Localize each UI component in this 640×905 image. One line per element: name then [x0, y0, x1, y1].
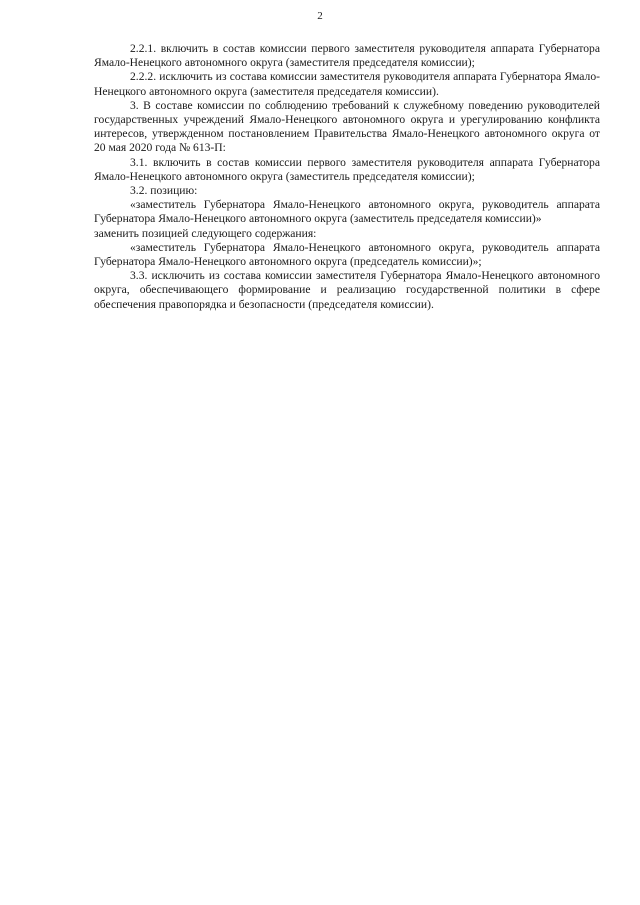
paragraph-3-2: 3.2. позицию: — [130, 184, 198, 198]
paragraph-3-1: 3.1. включить в состав комиссии первого заместителя руководителя аппарата Губернатора Ямало-Ненецкого автономного округа (заместитель председателя комиссии); — [94, 155, 600, 183]
paragraph-2-2-1: 2.2.1. включить в состав комиссии первого заместителя руководителя аппарата Губернатора Ямало-Ненецкого автономного округа (заместителя председателя комиссии); — [94, 42, 600, 70]
paragraph-2-2-2: 2.2.2. исключить из состава комиссии заместителя руководителя аппарата Губернатора Ямало-Ненецкого автономного округа (заместителя председателя комиссии). — [94, 70, 600, 98]
paragraph-new-position: «заместитель Губернатора Ямало-Ненецкого автономного округа, руководитель аппарата Губернатора Ямало-Ненецкого автономного округа (председатель комиссии)»; — [94, 240, 600, 269]
document-body — [94, 42, 600, 312]
paragraph-3-3: 3.3. исключить из состава комиссии заместителя Губернатора Ямало-Ненецкого автономного округа, обеспечивающего формирование и реализацию государственной политики в сфере обеспечения правопорядка и безопасности (председателя комиссии). — [94, 269, 600, 311]
paragraph-replace-with: заменить позицией следующего содержания: — [94, 226, 317, 240]
paragraph-old-position: «заместитель Губернатора Ямало-Ненецкого автономного округа, руководитель аппарата Губернатора Ямало-Ненецкого автономного округа (заместитель председателя комиссии)» — [94, 198, 600, 226]
paragraph-3: 3. В составе комиссии по соблюдению требований к служебному поведению руководителей государственных учреждений Ямало-Ненецкого автономного округа и урегулированию конфликта интересов, утвержденном постановлением Правительства Ямало-Ненецкого автономного округа от 20 мая 2020 года № 613-П: — [94, 98, 600, 155]
page-number: 2 — [317, 10, 323, 22]
